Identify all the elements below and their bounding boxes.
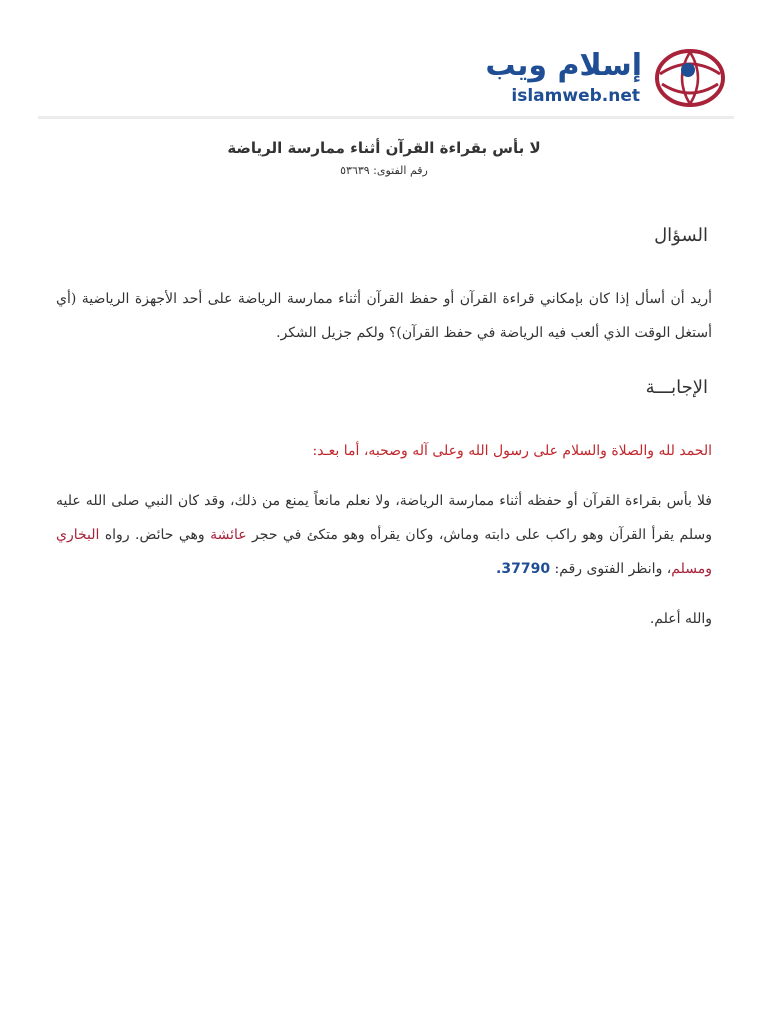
answer-heading: الإجابـــة (645, 377, 708, 398)
answer-intro: الحمد لله والصلاة والسلام على رسول الله وعلى آله وصحبه، أما بعـد: (312, 443, 712, 459)
islamweb-emblem-icon (652, 48, 728, 108)
logo-arabic-text: إسلام ويب (485, 48, 642, 83)
aisha-link[interactable]: عائشة (210, 527, 247, 543)
question-text: أريد أن أسأل إذا كان بإمكاني قراءة القرآن أو حفظ القرآن أثناء ممارسة الرياضة على أحد الأجهزة الرياضية (أي أستغل الوقت الذي ألعب فيه الرياضة في حفظ القرآن)؟ ولكم جزيل الشكر. (56, 291, 712, 341)
site-header (38, 40, 734, 119)
answer-body-part3: ، وانظر الفتوى رقم: (550, 561, 672, 577)
fatwa-number: رقم الفتوى: ٥٣٦٣٩ (340, 164, 428, 177)
answer-body-part2: وهي حائض. رواه (99, 527, 211, 543)
site-logo[interactable] (468, 48, 728, 108)
fatwa-reference-link[interactable]: 37790 (501, 561, 551, 577)
logo-domain-text: islamweb.net (511, 86, 640, 106)
answer-closing: والله أعلم. (649, 611, 712, 627)
reference-suffix: . (496, 561, 502, 577)
fatwa-title: لا بأس بقراءة القرآن أثناء ممارسة الرياضة (227, 139, 541, 157)
answer-body-part1: فلا بأس بقراءة القرآن أو حفظه أثناء ممارسة الرياضة، ولا نعلم مانعاً يمنع من ذلك، وقد كان النبي صلى الله عليه وسلم يقرأ القرآن وهو راكب على دابته وماش، وكان يقرأه وهو متكئ في حجر (56, 493, 712, 543)
answer-body (56, 484, 712, 586)
question-heading: السؤال (654, 225, 708, 246)
narrators-link[interactable]: البخاري ومسلم (56, 527, 712, 577)
